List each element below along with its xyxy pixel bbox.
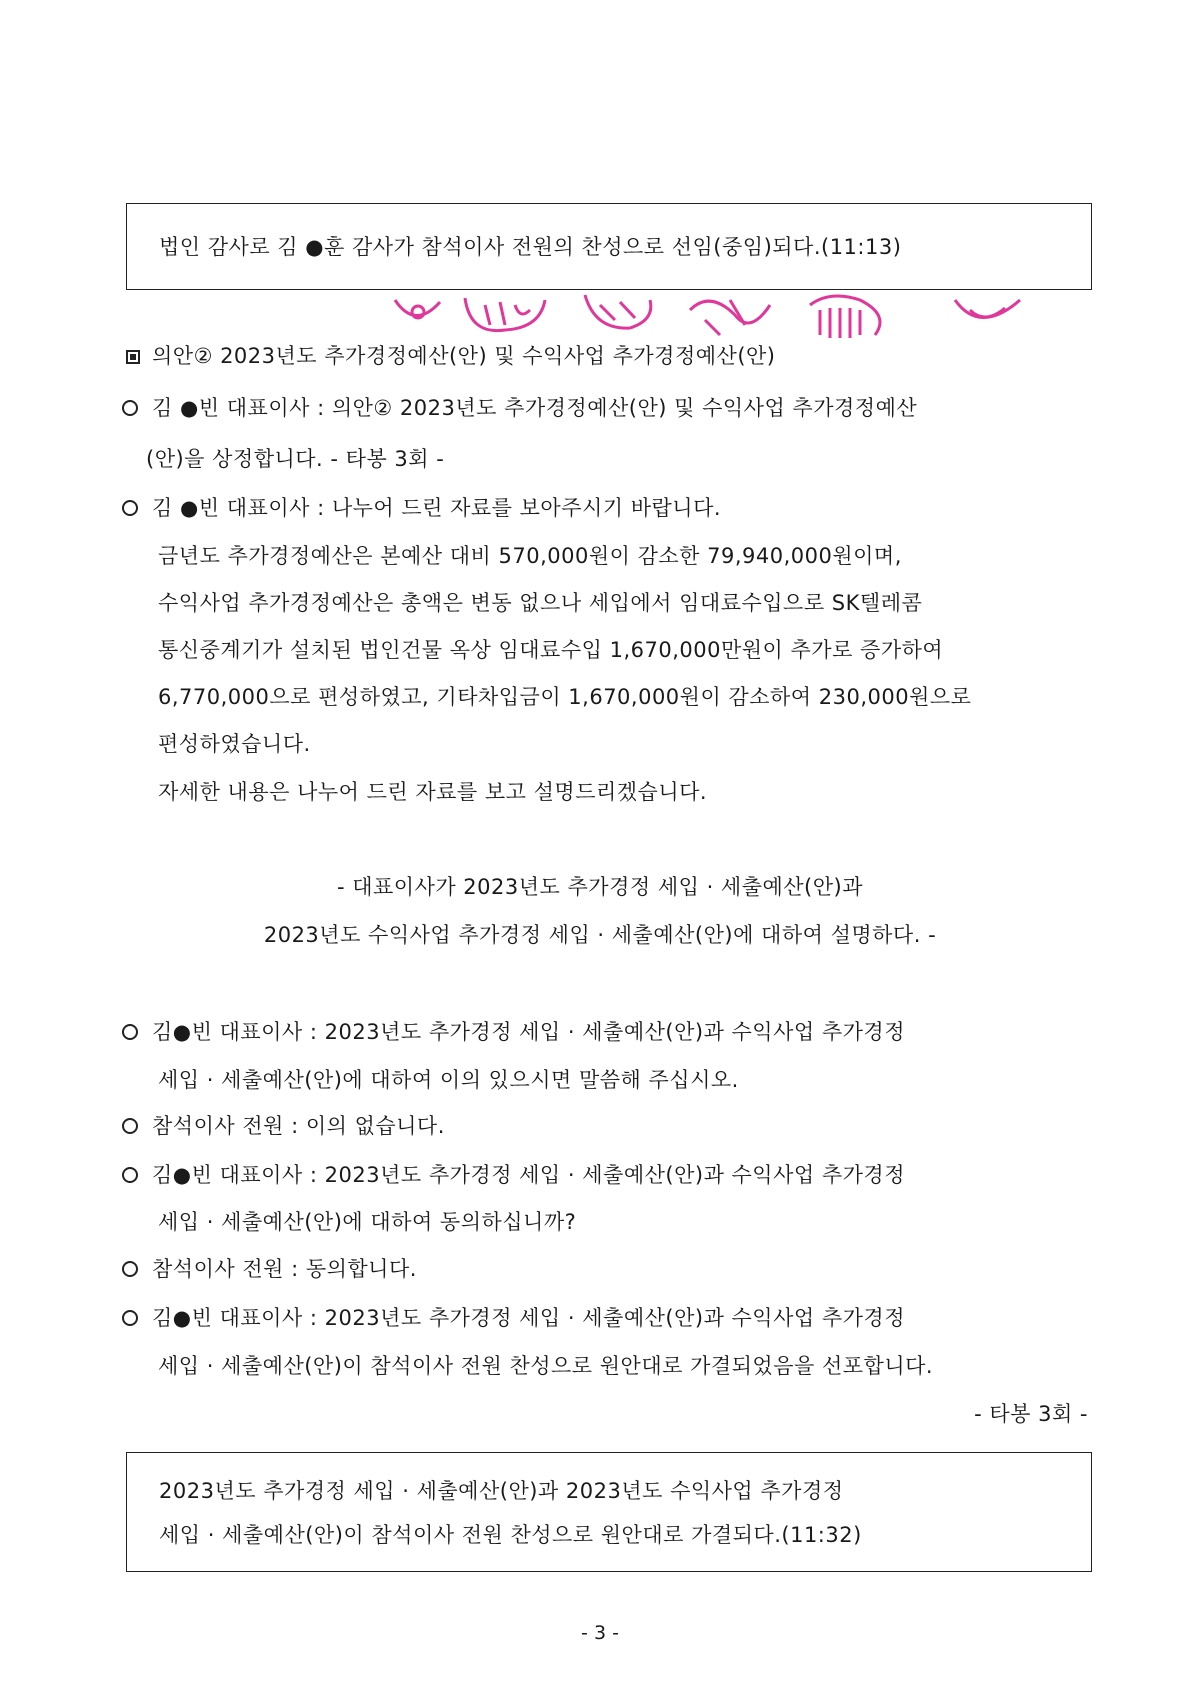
resolution-text: 세입 · 세출예산(안)이 참석이사 전원 찬성으로 원안대로 가결되다.(11:32) [159,1523,862,1547]
speech-line: 세입 · 세출예산(안)이 참석이사 전원 찬성으로 원안대로 가결되었음을 선포합니다. [158,1354,934,1378]
speech-line: 금년도 추가경정예산은 본예산 대비 570,000원이 감소한 79,940,000원이며, [158,544,902,568]
speech-line [122,1016,905,1046]
speech-text: 김 ●빈 대표이사 : 의안② 2023년도 추가경정예산(안) 및 수익사업 추가경정예산 [152,396,918,420]
speech-line: (안)을 상정합니다. - 타봉 3회 - [146,447,445,471]
gavel-note: - 타봉 3회 - [974,1402,1088,1426]
explanation-note: - 대표이사가 2023년도 추가경정 세입 · 세출예산(안)과 [336,875,864,899]
speech-line [122,392,917,422]
circle-bullet-icon [122,1261,138,1277]
agenda-title-text: 의안② 2023년도 추가경정예산(안) 및 수익사업 추가경정예산(안) [152,344,776,368]
resolution-text: 법인 감사로 김 ●훈 감사가 참석이사 전원의 찬성으로 선임(중임)되다.(11:13) [159,235,902,259]
resolution-box-budget [126,1452,1092,1572]
speech-line: 수익사업 추가경정예산은 총액은 변동 없으나 세입에서 임대료수입으로 SK텔레콤 [158,591,923,615]
page-number: - 3 - [581,1622,619,1644]
speech-text: 참석이사 전원 : 이의 없습니다. [152,1114,445,1138]
speech-text: 참석이사 전원 : 동의합니다. [152,1257,417,1281]
explanation-note: 2023년도 수익사업 추가경정 세입 · 세출예산(안)에 대하여 설명하다. - [263,923,937,947]
speech-line [122,1159,905,1189]
speech-text: 김●빈 대표이사 : 2023년도 추가경정 세입 · 세출예산(안)과 수익사업 추가경정 [152,1020,905,1044]
circle-bullet-icon [122,1167,138,1183]
resolution-text: 2023년도 추가경정 세입 · 세출예산(안)과 2023년도 수익사업 추가경정 [159,1479,844,1503]
speech-line: 6,770,000으로 편성하였고, 기타차입금이 1,670,000원이 감소하여 230,000원으로 [158,685,972,709]
circle-bullet-icon [122,400,138,416]
speech-line [122,1253,417,1283]
speech-line: 통신중계기가 설치된 법인건물 옥상 임대료수입 1,670,000만원이 추가로 증가하여 [158,638,944,662]
circle-bullet-icon [122,500,138,516]
speech-line: 세입 · 세출예산(안)에 대하여 이의 있으시면 말씀해 주십시오. [158,1068,739,1092]
speech-line: 자세한 내용은 나누어 드린 자료를 보고 설명드리겠습니다. [158,780,708,804]
speech-text: 김●빈 대표이사 : 2023년도 추가경정 세입 · 세출예산(안)과 수익사업 추가경정 [152,1163,905,1187]
speech-line: 편성하였습니다. [158,732,311,756]
agenda-title [126,340,776,370]
speech-text: 김 ●빈 대표이사 : 나누어 드린 자료를 보아주시기 바랍니다. [152,496,722,520]
speech-line [122,1110,445,1140]
speech-text: 김●빈 대표이사 : 2023년도 추가경정 세입 · 세출예산(안)과 수익사업 추가경정 [152,1306,905,1330]
speech-line: 세입 · 세출예산(안)에 대하여 동의하십니까? [158,1210,577,1234]
speech-line [122,1302,905,1332]
speech-line [122,492,721,522]
resolution-box-auditor [126,203,1092,290]
circle-bullet-icon [122,1024,138,1040]
circle-bullet-icon [122,1118,138,1134]
circle-bullet-icon [122,1310,138,1326]
square-bullet-icon [126,350,140,364]
